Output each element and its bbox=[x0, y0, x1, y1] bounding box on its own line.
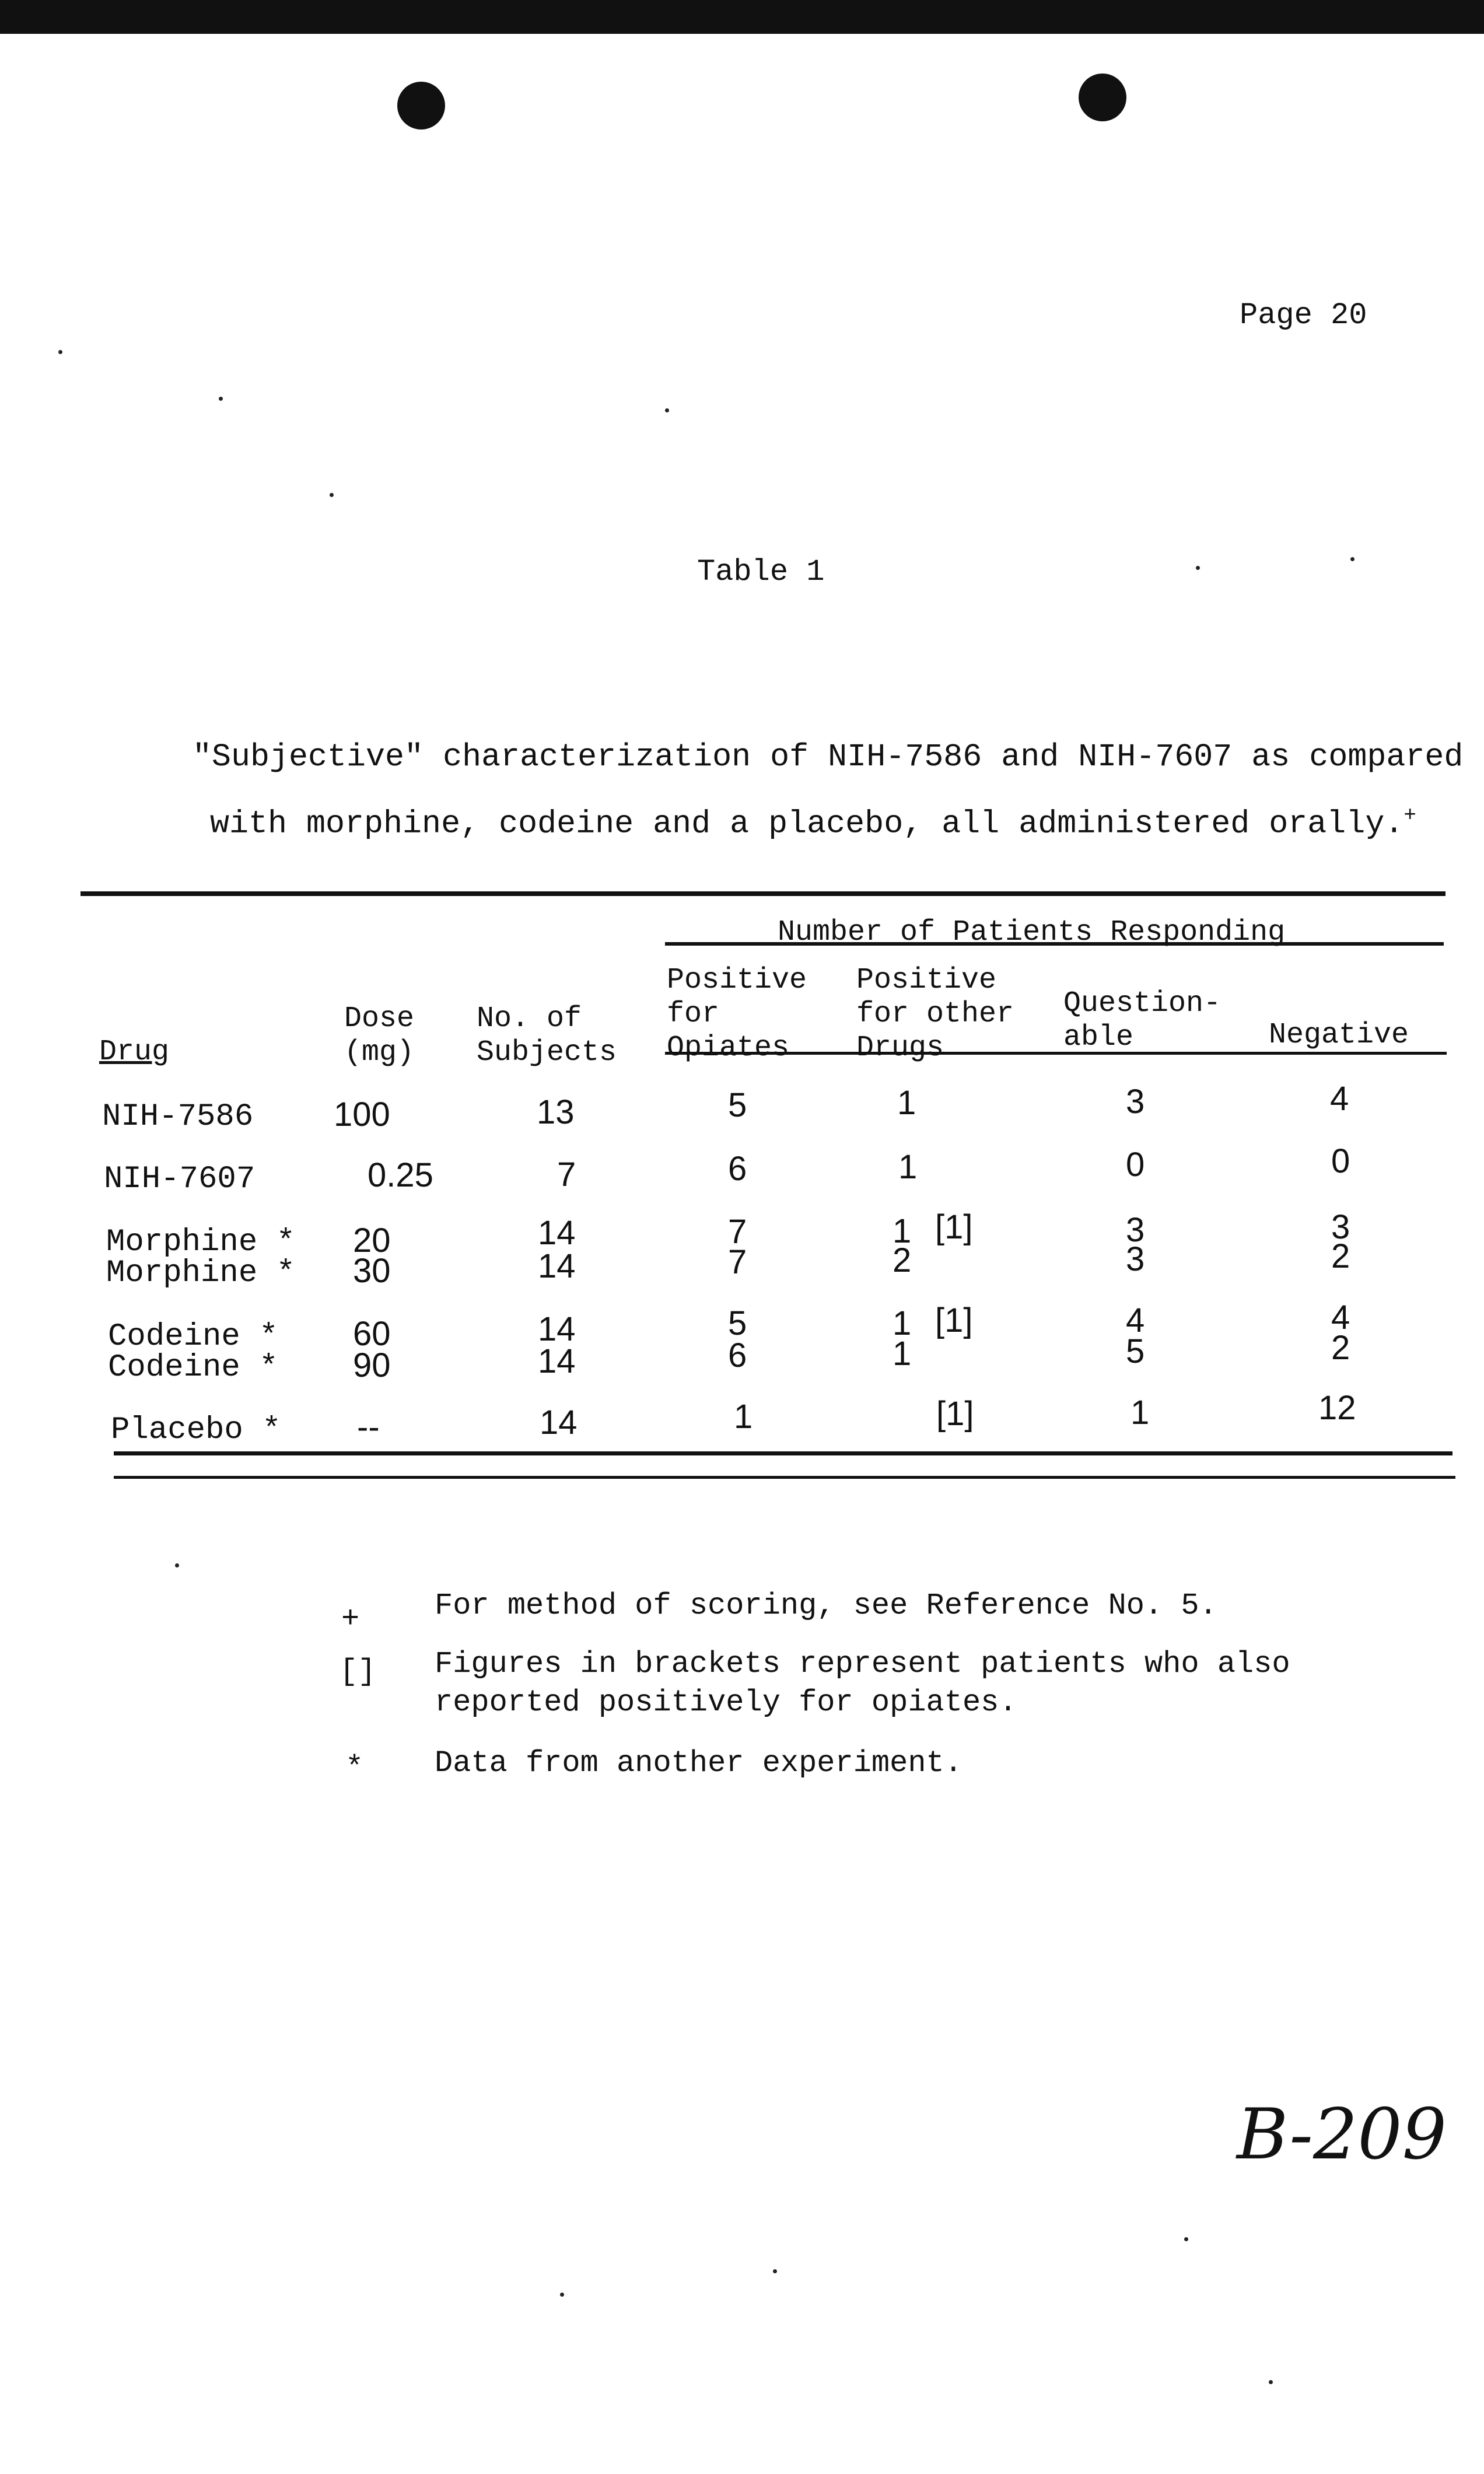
row-0-subjects: 13 bbox=[537, 1093, 575, 1131]
handwritten-annotation: B-209 bbox=[1237, 2094, 1447, 2175]
row-4-negative: 4 bbox=[1331, 1299, 1350, 1336]
col-header-negative: Negative bbox=[1269, 1019, 1409, 1052]
row-0-drug: NIH-7586 bbox=[102, 1099, 254, 1135]
row-0-positive-other: 1 bbox=[897, 1084, 916, 1122]
row-2-subjects: 14 bbox=[538, 1214, 576, 1252]
scan-speck bbox=[219, 397, 223, 401]
row-5-positive-other: 1 bbox=[892, 1335, 912, 1373]
scan-speck bbox=[1269, 2380, 1273, 2384]
row-3-subjects: 14 bbox=[538, 1247, 576, 1285]
footnote-3-mark: * bbox=[345, 1751, 364, 1785]
punch-hole-left bbox=[397, 82, 445, 130]
row-6-negative: 12 bbox=[1318, 1389, 1356, 1427]
col-header-subjects: No. of Subjects bbox=[477, 1002, 617, 1069]
row-0-dose: 100 bbox=[334, 1096, 390, 1133]
scan-speck bbox=[1350, 557, 1354, 561]
row-1-subjects: 7 bbox=[557, 1156, 576, 1194]
row-1-positive-opiates: 6 bbox=[728, 1150, 747, 1188]
scan-speck bbox=[560, 2293, 564, 2297]
row-4-subjects: 14 bbox=[538, 1310, 576, 1348]
row-4-dose: 60 bbox=[353, 1315, 391, 1353]
row-3-dose: 30 bbox=[353, 1252, 391, 1290]
row-4-positive-other: 1 bbox=[892, 1304, 912, 1342]
row-5-drug: Codeine * bbox=[108, 1350, 278, 1385]
row-2-positive-other: 1 bbox=[892, 1212, 912, 1250]
row-5-negative: 2 bbox=[1331, 1329, 1350, 1367]
row-2-positive-opiates: 7 bbox=[728, 1213, 747, 1251]
group-header: Number of Patients Responding bbox=[778, 916, 1286, 949]
scan-speck bbox=[773, 2269, 777, 2273]
row-1-drug: NIH-7607 bbox=[104, 1161, 256, 1197]
col-header-questionable: Question- able bbox=[1063, 987, 1222, 1054]
caption-line-2: with morphine, codeine and a placebo, all administered orally. bbox=[210, 805, 1404, 842]
row-2-dose: 20 bbox=[353, 1222, 391, 1259]
scan-top-border bbox=[0, 0, 1484, 34]
footnote-2-mark: [] bbox=[340, 1654, 376, 1689]
row-2-questionable: 3 bbox=[1126, 1211, 1145, 1249]
table-top-rule bbox=[80, 891, 1446, 896]
footnote-2-text: Figures in brackets represent patients who also reported positively for opiates. bbox=[435, 1647, 1290, 1720]
scan-speck bbox=[1184, 2237, 1188, 2241]
row-0-positive-opiates: 5 bbox=[728, 1086, 747, 1124]
row-5-questionable: 5 bbox=[1126, 1332, 1145, 1370]
row-6-drug: Placebo * bbox=[111, 1412, 281, 1448]
row-5-dose: 90 bbox=[353, 1346, 391, 1384]
table-bottom-rule bbox=[114, 1451, 1452, 1455]
col-header-dose: Dose (mg) bbox=[344, 1002, 415, 1069]
row-4-positive-opiates: 5 bbox=[728, 1304, 747, 1342]
row-4-positive-other-bracket: [1] bbox=[935, 1301, 973, 1339]
col-header-positive-other: Positive for other Drugs bbox=[856, 964, 1014, 1065]
table-title: Table 1 bbox=[697, 555, 825, 589]
caption-line-1: "Subjective" characterization of NIH-7586 and NIH-7607 as compared bbox=[192, 739, 1464, 775]
row-3-positive-opiates: 7 bbox=[728, 1243, 747, 1281]
row-1-positive-other: 1 bbox=[898, 1148, 918, 1186]
table-caption bbox=[192, 739, 1464, 775]
scan-speck bbox=[175, 1563, 179, 1567]
row-0-negative: 4 bbox=[1330, 1080, 1349, 1118]
row-4-drug: Codeine * bbox=[108, 1319, 278, 1355]
col-header-drug: Drug bbox=[99, 1035, 170, 1069]
row-1-dose: 0.25 bbox=[368, 1156, 433, 1194]
row-6-subjects: 14 bbox=[540, 1404, 578, 1441]
page-number: Page 20 bbox=[1240, 298, 1367, 333]
row-3-questionable: 3 bbox=[1126, 1240, 1145, 1278]
row-2-drug: Morphine * bbox=[106, 1224, 296, 1260]
row-5-positive-opiates: 6 bbox=[728, 1336, 747, 1374]
row-6-positive-opiates: 1 bbox=[734, 1398, 753, 1436]
row-1-questionable: 0 bbox=[1126, 1146, 1145, 1184]
scan-speck bbox=[665, 408, 669, 412]
scan-speck bbox=[58, 350, 62, 354]
row-5-subjects: 14 bbox=[538, 1342, 576, 1380]
row-3-positive-other: 2 bbox=[892, 1241, 912, 1279]
table-bottom-rule-2 bbox=[114, 1476, 1455, 1479]
row-2-positive-other-bracket: [1] bbox=[935, 1208, 973, 1246]
row-6-dose: -- bbox=[357, 1408, 380, 1446]
punch-hole-right bbox=[1079, 74, 1126, 121]
row-6-questionable: 1 bbox=[1130, 1394, 1150, 1432]
caption-footnote-mark: + bbox=[1404, 803, 1416, 827]
col-header-positive-opiates: Positive for Opiates bbox=[667, 964, 807, 1065]
row-2-negative: 3 bbox=[1331, 1208, 1350, 1246]
row-3-negative: 2 bbox=[1331, 1237, 1350, 1275]
footnote-3-text: Data from another experiment. bbox=[435, 1746, 963, 1780]
footnote-1-text: For method of scoring, see Reference No. 5. bbox=[435, 1588, 1217, 1623]
table-caption-line2 bbox=[210, 803, 1458, 842]
row-4-questionable: 4 bbox=[1126, 1301, 1145, 1339]
row-6-positive-other-bracket: [1] bbox=[936, 1395, 974, 1433]
footnote-1-mark: + bbox=[341, 1602, 360, 1636]
row-1-negative: 0 bbox=[1331, 1142, 1350, 1180]
row-0-questionable: 3 bbox=[1126, 1083, 1145, 1121]
row-3-drug: Morphine * bbox=[106, 1255, 296, 1291]
scan-speck bbox=[330, 493, 334, 497]
scan-speck bbox=[1196, 566, 1200, 570]
